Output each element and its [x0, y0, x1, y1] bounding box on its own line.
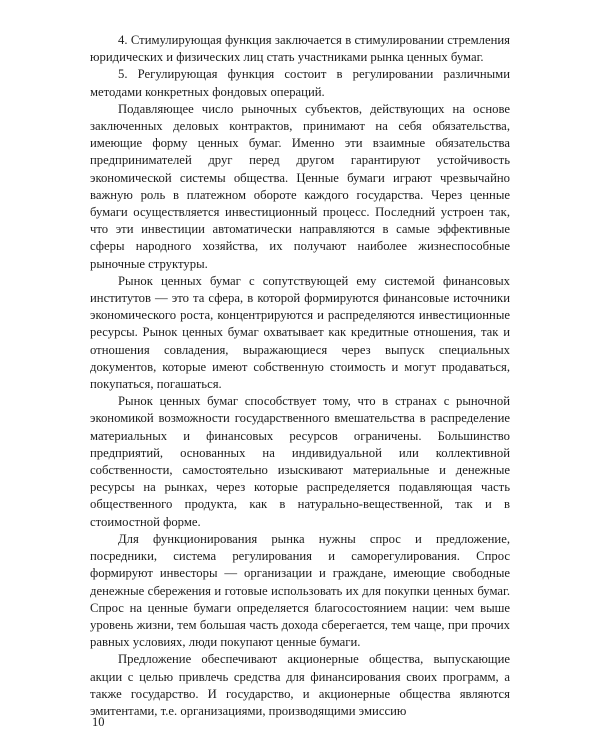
- paragraph-state-intervention: Рынок ценных бумаг способствует тому, что в странах с рыночной экономикой возможности государственного вмешательства в распределение материальных и финансовых ресурсов ограничены. Большинство предприятий, основанных на индивидуальной или коллективной собственности, самостоятельно изыскивают материальные и денежные ресурсы на рынках, через которые распределяется подавляющая часть общественного продукта, как в натурально-вещественной, так и в стоимостной форме.: [90, 394, 510, 529]
- paragraph-regulating-function: 5. Регулирующая функция состоит в регулировании различными методами конкретных фондовых операций.: [90, 67, 510, 99]
- paragraph-issuers: Предложение обеспечивают акционерные общества, выпускающие акции с целью привлечь средства для финансирования своих программ, а также государство. И государство, и акционерные общества являются эмитентами, т.е. организациями, производящими эмиссию: [90, 652, 510, 718]
- paragraph-market-subjects: Подавляющее число рыночных субъектов, действующих на основе заключенных деловых контрактов, принимают на себя обязательства, имеющие форму ценных бумаг. Именно эти взаимные обязательства предпринимателей друг перед другом гарантируют устойчивость экономической системы общества. Ценные бумаги играют чрезвычайно важную роль в платежном обороте каждого государства. Через ценные бумаги осуществляется инвестиционный процесс. Последний устроен так, что эти инвестиции автоматически направляются в самые эффективные сферы народного хозяйства, их получают наиболее жизнеспособные рыночные структуры.: [90, 101, 510, 271]
- paragraph-supply-and-demand: Для функционирования рынка нужны спрос и предложение, посредники, система регулирования и саморегулирования. Спрос формируют инвесторы — организации и граждане, имеющие свободные денежные сбережения и готовые использовать их для покупки ценных бумаг. Спрос на ценные бумаги определяется благосостоянием нации: чем выше уровень жизни, тем большая часть дохода сберегается, тем чаще, при прочих равных условиях, люди покупают ценные бумаги.: [90, 531, 510, 650]
- page-number: 10: [92, 715, 105, 729]
- paragraph-stimulating-function: 4. Стимулирующая функция заключается в стимулировании стремления юридических и физических лиц стать участниками рынка ценных бумаг.: [90, 33, 510, 65]
- body-text: [90, 32, 510, 720]
- paragraph-securities-market-role: Рынок ценных бумаг с сопутствующей ему системой финансовых институтов — это та сфера, в которой формируются финансовые источники экономического роста, концентрируются и распределяются инвестиционные ресурсы. Рынок ценных бумаг охватывает как кредитные отношения, так и отношения совладения, выражающиеся через выпуск специальных документов, которые имеют собственную стоимость и могут продаваться, покупаться, погашаться.: [90, 273, 510, 392]
